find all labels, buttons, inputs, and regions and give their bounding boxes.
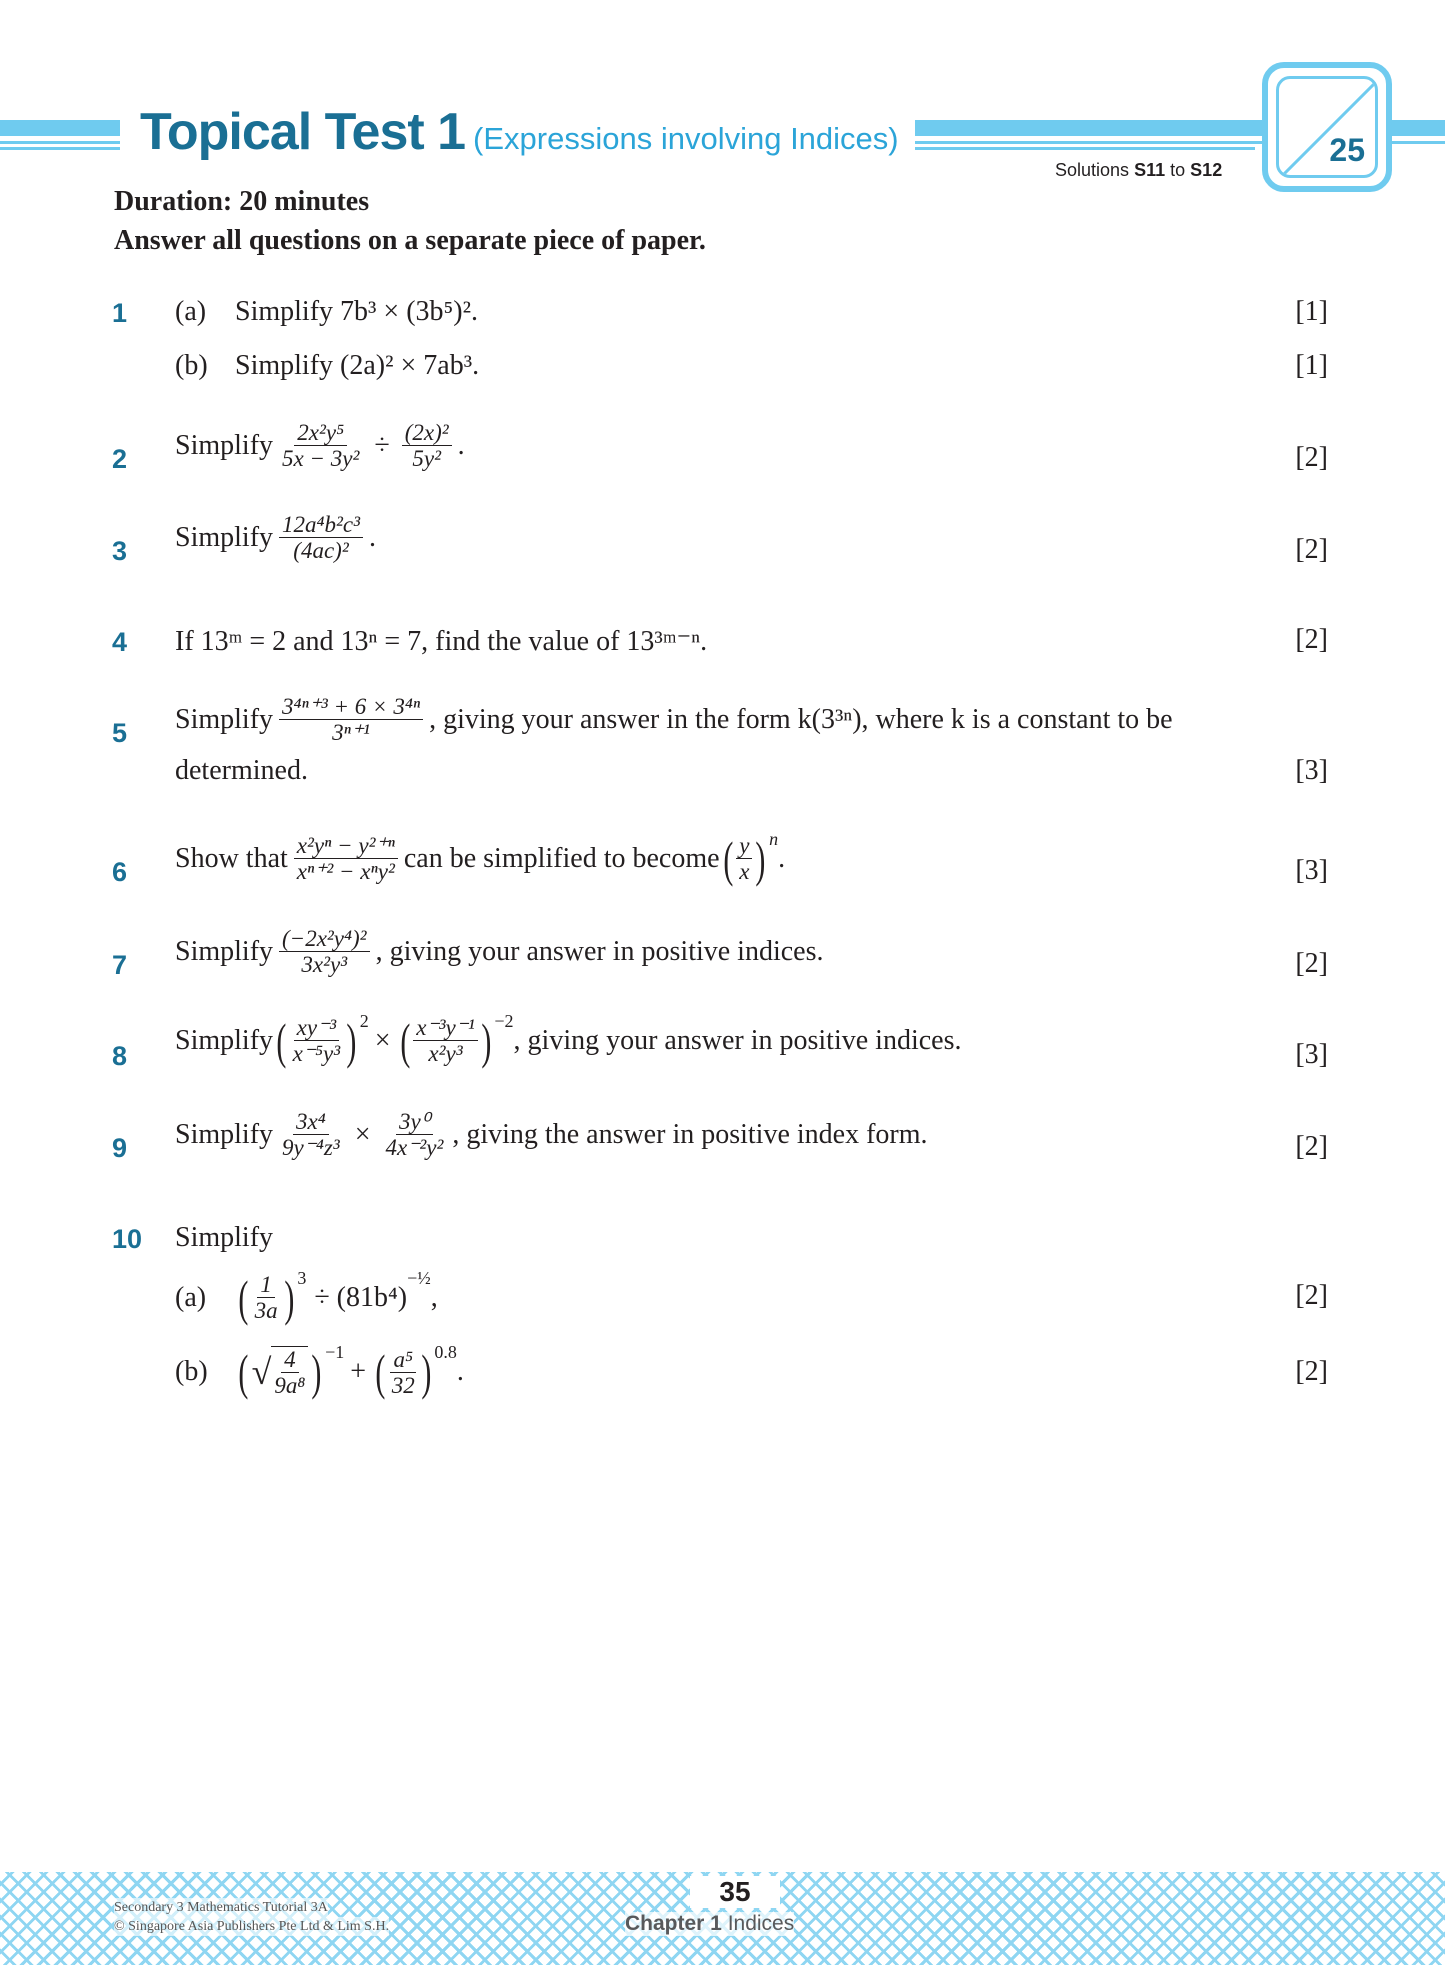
question-5-cont: determined. — [175, 755, 308, 786]
question-3: Simplify $\frac{\text{12a⁴b²c³}}{\text{(4ac)²}}$ . — [175, 512, 377, 564]
marks: [2] — [1295, 534, 1328, 565]
fraction: $\frac{\text{12a⁴b²c³}}{\text{(4ac)²}}$ — [279, 512, 363, 564]
marks: [3] — [1295, 855, 1328, 886]
question-6: Show that $\frac{\text{x²yⁿ − y²⁺ⁿ}}{\text{xⁿ⁺² − xⁿy²}}$ can be simplified to become ( $\frac{y}{x}$ ) n . — [175, 829, 786, 887]
marks: [3] — [1295, 755, 1328, 786]
square-root-icon: √ — [251, 1352, 272, 1393]
fraction: $\frac{\text{2x²y⁵}}{\text{5x − 3y²}}$ — [282, 420, 360, 472]
copyright: © Singapore Asia Publishers Pte Ltd & Lim S.H. — [114, 1919, 390, 1934]
fraction: $\frac{\text{3y⁰}}{\text{4x⁻²y²}}$ — [385, 1109, 444, 1161]
marks: [1] — [1295, 350, 1328, 381]
question-10: Simplify — [175, 1222, 274, 1253]
chapter-label: Chapter 1 Indices — [625, 1912, 795, 1935]
marks: [1] — [1295, 296, 1328, 327]
question-10b: (b) ( √ $\frac{4}{\text{9a⁸}}$ ) −1 + ( $\frac{\text{a⁵}}{32}$ ) 0.8 . — [175, 1342, 464, 1401]
question-number: 4 — [112, 627, 128, 657]
header-line-left-2 — [0, 147, 120, 150]
solutions-reference: Solutions S11 to S12 — [1055, 160, 1223, 180]
fraction: $\frac{4}{\text{9a⁸}}$ — [271, 1346, 308, 1399]
fraction: $\frac{\text{(−2x²y⁴)²}}{\text{3x²y³}}$ — [279, 926, 370, 978]
question-10a: (a) ( $\frac{1}{3a}$ ) 3 ÷ (81b⁴) −½ , — [175, 1268, 438, 1326]
fraction: $\frac{1}{3a}$ — [254, 1272, 278, 1324]
question-number: 10 — [112, 1224, 143, 1254]
question-4: If 13ᵐ = 2 and 13ⁿ = 7, find the value of 13³ᵐ⁻ⁿ. — [175, 626, 708, 657]
question-1b: (b) Simplify (2a)² × 7ab³. — [175, 350, 480, 381]
marks: [2] — [1295, 624, 1328, 655]
fraction: $\frac{\text{3⁴ⁿ⁺³ + 6 × 3⁴ⁿ}}{\text{3ⁿ⁺¹}}$ — [279, 694, 423, 746]
page-number: 35 — [690, 1876, 780, 1908]
fraction: $\frac{\text{(2x)²}}{\text{5y²}}$ — [402, 420, 452, 472]
total-marks: 25 — [1329, 132, 1365, 168]
question-2: Simplify $\frac{\text{2x²y⁵}}{\text{5x − 3y²}}$ ÷ $\frac{\text{(2x)²}}{\text{5y²}}$ . — [175, 420, 465, 472]
fraction: $\frac{\text{a⁵}}{32}$ — [391, 1346, 415, 1398]
question-number: 6 — [112, 857, 128, 887]
header-line-left — [0, 141, 120, 144]
marks: [2] — [1295, 442, 1328, 473]
page-subtitle: (Expressions involving Indices) — [473, 121, 899, 156]
question-number: 8 — [112, 1041, 128, 1071]
marks: [2] — [1295, 1131, 1328, 1162]
question-number: 1 — [112, 298, 128, 328]
question-number: 7 — [112, 950, 128, 980]
question-1a: (a) Simplify 7b³ × (3b⁵)². — [175, 296, 479, 327]
question-7: Simplify $\frac{\text{(−2x²y⁴)²}}{\text{3x²y³}}$ , giving your answer in positive indices. — [175, 926, 824, 978]
marks: [2] — [1295, 1356, 1328, 1387]
fraction: $\frac{y}{x}$ — [736, 833, 752, 885]
book-title: Secondary 3 Mathematics Tutorial 3A — [114, 1900, 328, 1915]
question-number: 9 — [112, 1133, 128, 1163]
header-stripe-left — [0, 120, 120, 136]
question-number: 3 — [112, 536, 128, 566]
question-number: 5 — [112, 718, 128, 748]
marks: [2] — [1295, 1280, 1328, 1311]
question-9: Simplify $\frac{\text{3x⁴}}{\text{9y⁻⁴z³}}$ × $\frac{\text{3y⁰}}{\text{4x⁻²y²}}$ , giving the answer in positive index form. — [175, 1109, 928, 1161]
fraction: $\frac{\text{x⁻³y⁻¹}}{\text{x²y³}}$ — [413, 1015, 478, 1067]
question-8: Simplify ( $\frac{\text{xy⁻³}}{\text{x⁻⁵y³}}$ ) 2 × ( $\frac{\text{x⁻³y⁻¹}}{\text{x²y³}}$ ) −2 , giving your answer in positive indices. — [175, 1011, 962, 1069]
marks: [3] — [1295, 1039, 1328, 1070]
fraction: $\frac{\text{x²yⁿ − y²⁺ⁿ}}{\text{xⁿ⁺² − xⁿy²}}$ — [294, 833, 398, 885]
fraction: $\frac{\text{3x⁴}}{\text{9y⁻⁴z³}}$ — [282, 1109, 340, 1161]
question-number: 2 — [112, 444, 128, 474]
question-5: Simplify $\frac{\text{3⁴ⁿ⁺³ + 6 × 3⁴ⁿ}}{\text{3ⁿ⁺¹}}$ , giving your answer in the form k(3³ⁿ), where k is a constant to be — [175, 694, 1173, 746]
page-title: Topical Test 1 (Expressions involving Indices) — [132, 102, 907, 162]
fraction: $\frac{\text{xy⁻³}}{\text{x⁻⁵y³}}$ — [292, 1015, 341, 1067]
marks: [2] — [1295, 948, 1328, 979]
score-badge — [1262, 62, 1392, 192]
instruction: Answer all questions on a separate piece of paper. — [114, 225, 706, 256]
duration: Duration: 20 minutes — [114, 186, 370, 217]
header-line-right-2 — [915, 147, 1255, 150]
